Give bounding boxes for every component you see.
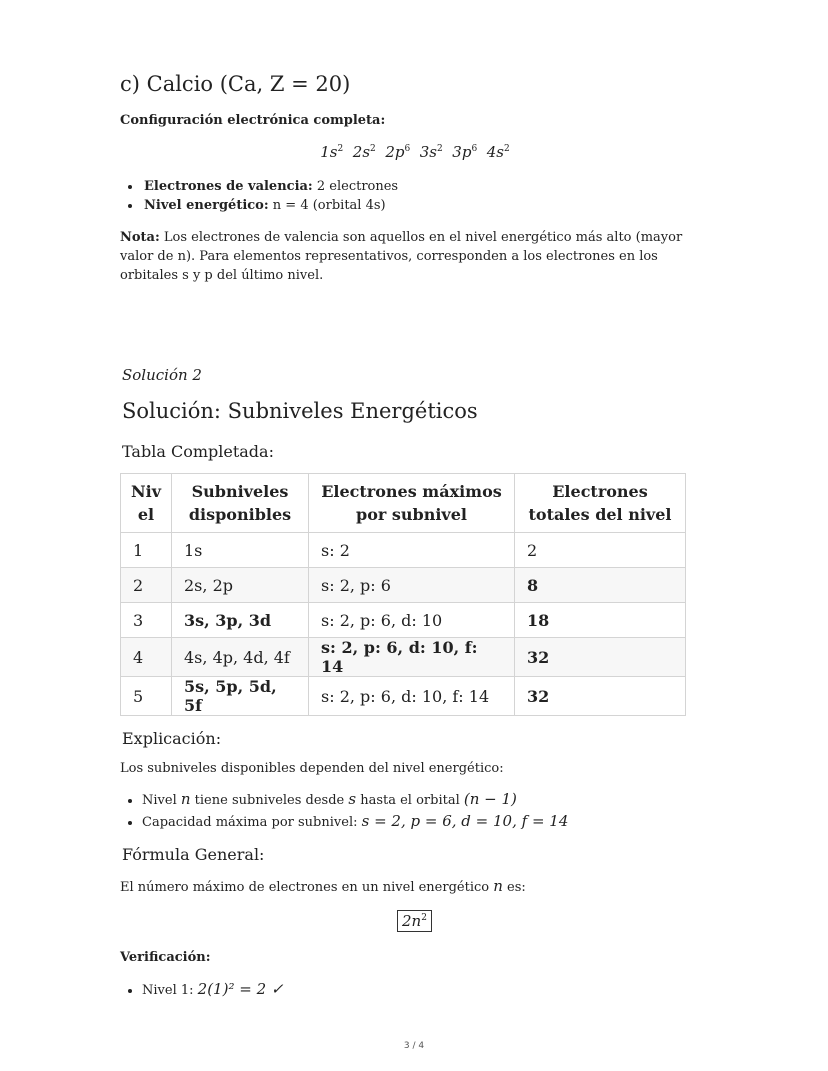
cell-max: s: 2	[309, 533, 515, 568]
formula-text: El número máximo de electrones en un nivel energético n es:	[120, 877, 526, 895]
cell-max: s: 2, p: 6, d: 10	[309, 603, 515, 638]
note-paragraph: Nota: Los electrones de valencia son aquellos en el nivel energético más alto (mayor valor de n). Para elementos representativos, corresponden a los electrones en los orbitales s y p del último nivel.	[120, 230, 683, 283]
header-max-electrons: Electrones máximos por subnivel	[309, 474, 515, 533]
orbital-term: $3p^6$	[452, 143, 478, 161]
list-item: • Nivel 1: 2(1)² = 2 ✓	[142, 980, 283, 1000]
orbital-term: $1s^2$	[320, 143, 344, 161]
cell-total: 8	[515, 568, 686, 603]
table-row	[121, 677, 686, 716]
formula-box: $2n^2$	[397, 910, 432, 932]
cell-subshells: 5s, 5p, 5d, 5f	[172, 677, 309, 716]
header-subshells: Subniveles disponibles	[172, 474, 309, 533]
table-row	[121, 638, 686, 677]
verification-label: Verificación:	[120, 950, 211, 965]
formula-title: Fórmula General:	[122, 845, 265, 864]
cell-max: s: 2, p: 6, d: 10, f: 14	[309, 638, 515, 677]
section-c-title: c) Calcio (Ca, Z = 20)	[120, 72, 351, 96]
verification-list	[120, 980, 283, 1000]
table-title: Tabla Completada:	[122, 442, 274, 461]
cell-subshells: 2s, 2p	[172, 568, 309, 603]
orbital-term: $2s^2$	[352, 143, 376, 161]
orbital-term: $3s^2$	[419, 143, 443, 161]
electron-configuration	[120, 143, 710, 161]
list-item: • Capacidad máxima por subnivel: s = 2, p = 6, d = 10, f = 14	[142, 811, 568, 833]
sublevels-table	[120, 473, 686, 716]
list-item: • Nivel n tiene subniveles desde s hasta el orbital (n − 1)	[142, 789, 568, 811]
explanation-list	[120, 789, 568, 833]
explanation-text: Los subniveles disponibles dependen del nivel energético:	[120, 761, 504, 776]
list-item: • Electrones de valencia: 2 electrones	[142, 177, 398, 196]
cell-level: 2	[121, 568, 172, 603]
orbital-term: $2p^6$	[385, 143, 411, 161]
header-total-electrons: Electrones totales del nivel	[515, 474, 686, 533]
cell-level: 5	[121, 677, 172, 716]
config-label: Configuración electrónica completa:	[120, 113, 386, 128]
cell-level: 3	[121, 603, 172, 638]
cell-total: 32	[515, 638, 686, 677]
cell-subshells: 1s	[172, 533, 309, 568]
cell-subshells: 3s, 3p, 3d	[172, 603, 309, 638]
cell-total: 2	[515, 533, 686, 568]
table-row	[121, 603, 686, 638]
table-row	[121, 568, 686, 603]
cell-level: 4	[121, 638, 172, 677]
page-number: 3 / 4	[403, 1041, 425, 1051]
cell-max: s: 2, p: 6	[309, 568, 515, 603]
solution-label: Solución 2	[122, 366, 202, 384]
solution-title: Solución: Subniveles Energéticos	[122, 399, 478, 423]
orbital-term: $4s^2$	[486, 143, 510, 161]
cell-subshells: 4s, 4p, 4d, 4f	[172, 638, 309, 677]
valence-list	[120, 177, 398, 215]
explanation-title: Explicación:	[122, 729, 222, 748]
header-level: Niv el	[121, 474, 172, 533]
cell-total: 18	[515, 603, 686, 638]
list-item: • Nivel energético: n = 4 (orbital 4s)	[142, 196, 398, 215]
table-header-row	[121, 474, 686, 533]
table-row	[121, 533, 686, 568]
cell-total: 32	[515, 677, 686, 716]
cell-max: s: 2, p: 6, d: 10, f: 14	[309, 677, 515, 716]
cell-level: 1	[121, 533, 172, 568]
